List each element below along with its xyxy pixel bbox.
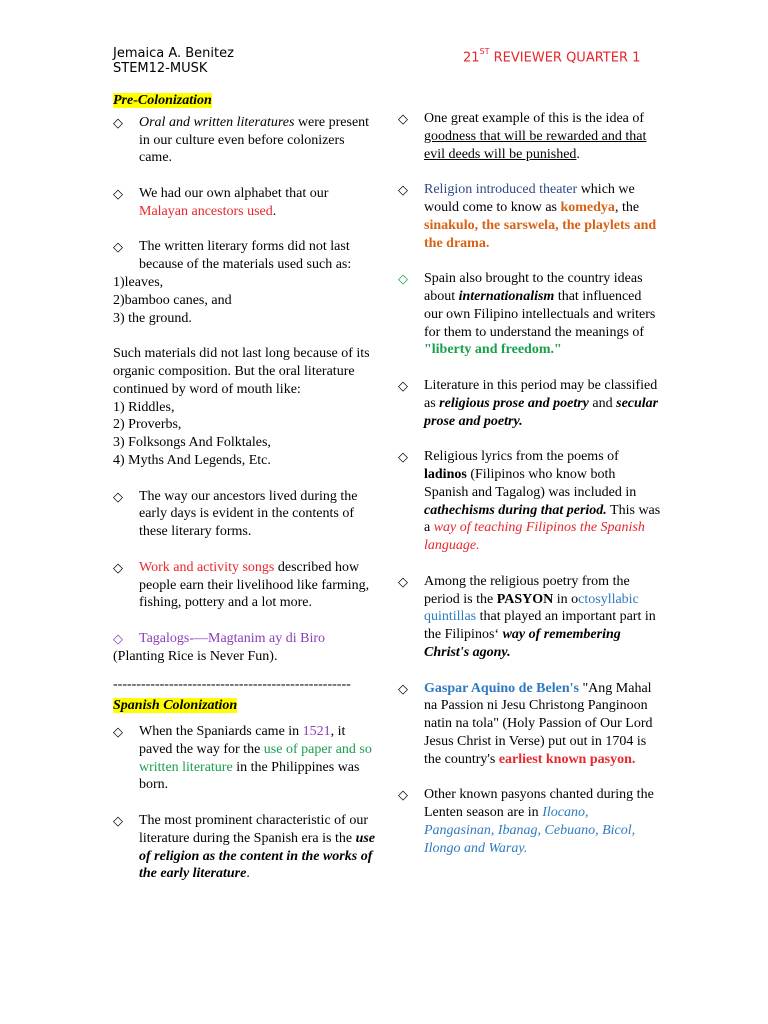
diamond-bullet-icon: ◇ (398, 680, 408, 696)
list-item: ◇ One great example of this is the idea of goodness that will be rewarded and that evil deeds will be punished. (398, 111, 647, 162)
diamond-bullet-icon: ◇ (398, 182, 408, 198)
student-section: STEM12-MUSK (113, 61, 208, 76)
list-item: ◇ Work and activity songs described how people earn their livelihood like farming, fishing, pottery and a lot more. (113, 559, 370, 611)
section-heading-spanish-colonization: Spanish Colonization (113, 698, 238, 714)
list-item: ◇ Religious lyrics from the poems of ladinos (Filipinos who know both Spanish and Tagalog) was included in cathechisms during that period. This was a way of teaching Filipinos the Spanish language. (398, 449, 661, 554)
right-column (398, 110, 662, 875)
diamond-bullet-icon: ◇ (113, 114, 123, 130)
document-title: 21ST REVIEWER QUARTER 1 (463, 47, 641, 66)
list-item: ◇ Gaspar Aquino de Belen's "Ang Mahal na Passion ni Jesu Christong Panginoon natin na tola" (Holy Passion of Our Lord Jesus Christ in Verse) put out in 1704 is the country's earliest known pasyon. (398, 680, 653, 767)
diamond-bullet-icon: ◇ (113, 239, 123, 255)
diamond-bullet-icon: ◇ (398, 449, 408, 465)
list-item: ◇ When the Spaniards came in 1521, it paved the way for the use of paper and so written literature in the Philippines was born. (113, 724, 372, 793)
list-item: ◇ The written literary forms did not last because of the materials used such as: (113, 239, 352, 273)
diamond-bullet-icon: ◇ (113, 559, 123, 575)
diamond-bullet-icon: ◇ (113, 185, 123, 201)
list-item: ◇ Tagalogs-—Magtanim ay di Biro (113, 630, 326, 646)
section-heading-pre-colonization: Pre-Colonization (113, 93, 212, 108)
diamond-bullet-icon: ◇ (398, 271, 408, 287)
list-item: ◇ We had our own alphabet that our Malayan ancestors used. (113, 185, 329, 219)
diamond-bullet-icon: ◇ (398, 111, 408, 126)
diamond-bullet-icon: ◇ (113, 488, 123, 504)
list-item: ◇ The most prominent characteristic of our literature during the Spanish era is the use of religion as the content in the works of the early literature. (113, 813, 376, 882)
paragraph: Such materials did not last long because of its organic composition. But the oral literature continued by word of mouth like: 1) Riddles, 2) Proverbs, 3) Folksongs And Folktales, 4) Myths And Legends, Etc. (113, 346, 370, 468)
list-item: ◇ Literature in this period may be classified as religious prose and poetry and secular prose and poetry. (398, 377, 659, 429)
list-item: ◇ Spain also brought to the country ideas about internationalism that influenced our own Filipino intellectuals and writers for them to understand the meanings of "liberty and freedom." (398, 271, 656, 358)
list-item: ◇ Religion introduced theater which we would come to know as komedya, the sinakulo, the sarswela, the playlets and the drama. (398, 182, 657, 251)
left-column: Pre-Colonization ◇ Oral and written literatures were present in our culture even before colonizers came. ◇ We had our own alphabet that our Malayan ancestors used. ◇ The written literary forms did not last because of the materials used such as: 1)leaves, 2)bamboo canes, and 3) the ground. Such materials did not last long because of its organic composition. But the oral literature continued by word of mouth like: 1) Riddles, 2) Proverbs, 3) Folksongs And Folktales, 4) Myths And Legends, Etc. ◇ The way our ancestors lived during the early days is evident in the contents of these literary forms. ◇ Work and activity songs described how people earn their livelihood like farming, fishing, pottery and a lot more. ◇ Tagalogs-—Magtanim ay di Biro (Planting Rice is Never Fun). --------------------------------------------------- Spanish Colonization ◇ When the Spaniards came in 1521, it paved the way for the use of paper and so written literature in the Philippines was born. ◇ The most prominent characteristic of our literature during the Spanish era is the use of religion as the content in the works of the early literature. (113, 93, 376, 882)
header-left (113, 46, 234, 76)
list-item: ◇ Other known pasyons chanted during the Lenten season are in Ilocano, Pangasinan, Ibanag, Cebuano, Bicol, Ilongo and Waray. (398, 787, 654, 856)
author-name: Jemaica A. Benitez (113, 46, 234, 61)
diamond-bullet-icon: ◇ (398, 787, 408, 803)
list-item: ◇ Among the religious poetry from the period is the PASYON in octosyllabic quintillas that played an important part in the Filipinos‘ way of remembering Christ's agony. (398, 573, 656, 660)
diamond-bullet-icon: ◇ (398, 377, 408, 393)
divider: --------------------------------------------------- (113, 676, 351, 692)
diamond-bullet-icon: ◇ (113, 813, 123, 829)
diamond-bullet-icon: ◇ (113, 724, 123, 740)
diamond-bullet-icon: ◇ (113, 630, 123, 646)
diamond-bullet-icon: ◇ (398, 573, 408, 589)
list-item: ◇ The way our ancestors lived during the early days is evident in the contents of these literary forms. (113, 488, 358, 540)
list-item: ◇ Oral and written literatures were present in our culture even before colonizers came. (113, 114, 370, 166)
materials-list: 1)leaves, 2)bamboo canes, and 3) the ground. (113, 274, 232, 326)
